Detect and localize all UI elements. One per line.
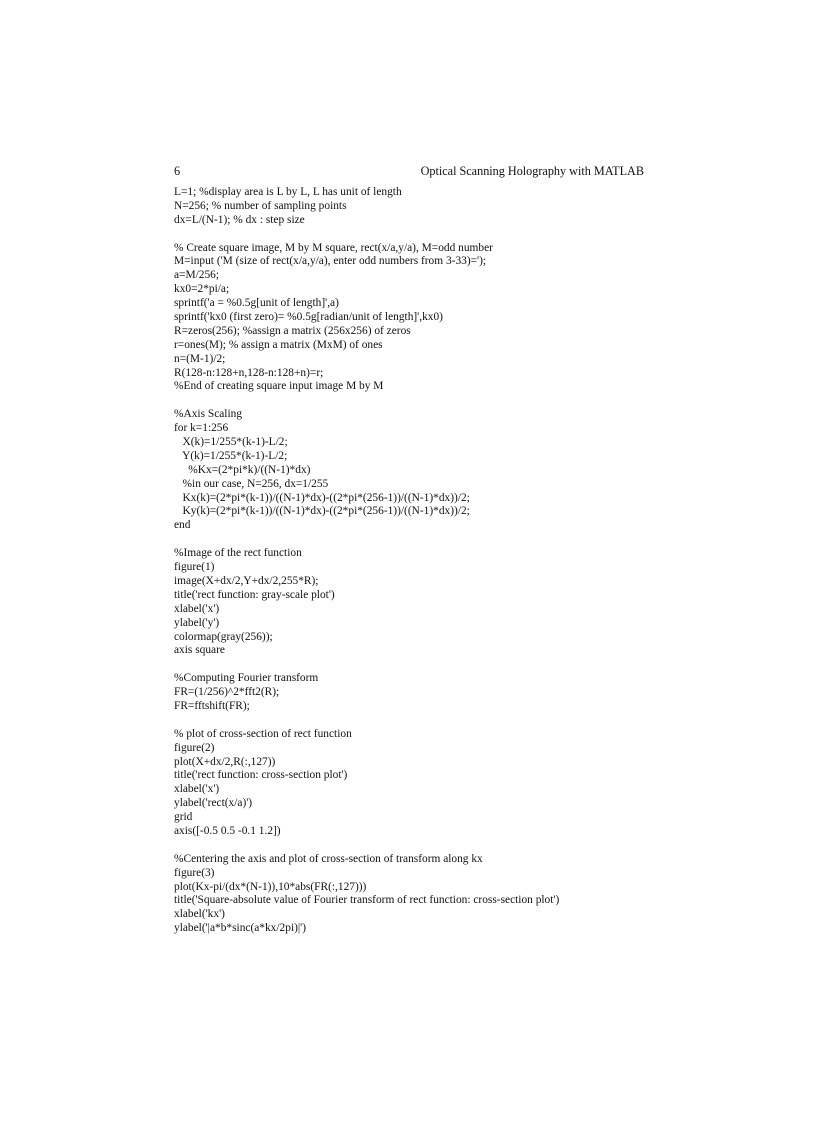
code-line: R(128-n:128+n,128-n:128+n)=r;	[174, 366, 324, 379]
code-line: a=M/256;	[174, 269, 220, 282]
code-line: %Axis Scaling	[174, 408, 243, 421]
code-line: L=1; %display area is L by L, L has unit of length	[174, 186, 402, 198]
code-line: n=(M-1)/2;	[174, 352, 226, 365]
code-line: plot(X+dx/2,R(:,127))	[174, 755, 276, 768]
code-line: Y(k)=1/255*(k-1)-L/2;	[174, 449, 288, 462]
code-line: figure(3)	[174, 866, 215, 879]
code-line: %Image of the rect function	[174, 547, 302, 560]
code-block	[174, 408, 654, 533]
code-block	[174, 728, 654, 839]
code-line: ylabel('rect(x/a)')	[174, 797, 253, 810]
code-line: % Create square image, M by M square, rect(x/a,y/a), M=odd number	[174, 241, 493, 254]
code-line: xlabel('x')	[174, 602, 220, 615]
code-line: figure(2)	[174, 741, 215, 754]
code-line: end	[174, 519, 191, 532]
code-line: title('rect function: cross-section plot')	[174, 769, 348, 782]
running-title: Optical Scanning Holography with MATLAB	[420, 164, 644, 178]
code-line: ylabel('y')	[174, 616, 220, 629]
code-line: image(X+dx/2,Y+dx/2,255*R);	[174, 574, 319, 587]
code-line: xlabel('kx')	[174, 908, 225, 921]
code-line: %in our case, N=256, dx=1/255	[174, 477, 329, 490]
code-line: Kx(k)=(2*pi*(k-1))/((N-1)*dx)-((2*pi*(256-1))/((N-1)*dx))/2;	[174, 491, 470, 504]
matlab-code-listing	[174, 186, 654, 950]
code-line: title('Square-absolute value of Fourier transform of rect function: cross-section plot')	[174, 894, 560, 907]
code-line: M=input ('M (size of rect(x/a,y/a), enter odd numbers from 3-33)=');	[174, 255, 487, 268]
code-block	[174, 186, 654, 228]
code-line: %Kx=(2*pi*k)/((N-1)*dx)	[174, 463, 311, 476]
code-line: R=zeros(256); %assign a matrix (256x256) of zeros	[174, 324, 411, 337]
code-line: FR=(1/256)^2*fft2(R);	[174, 686, 280, 699]
code-block	[174, 853, 654, 936]
code-line: X(k)=1/255*(k-1)-L/2;	[174, 436, 288, 449]
code-line: ylabel('|a*b*sinc(a*kx/2pi)|')	[174, 922, 307, 935]
code-line: sprintf('kx0 (first zero)= %0.5g[radian/unit of length]',kx0)	[174, 311, 443, 324]
page-header	[174, 162, 644, 180]
code-block	[174, 242, 654, 395]
code-line: axis([-0.5 0.5 -0.1 1.2])	[174, 824, 281, 837]
code-line: %Centering the axis and plot of cross-section of transform along kx	[174, 852, 483, 865]
code-line: %Computing Fourier transform	[174, 672, 319, 685]
code-block	[174, 547, 654, 658]
code-line: title('rect function: gray-scale plot')	[174, 588, 335, 601]
code-line: grid	[174, 811, 193, 824]
code-line: % plot of cross-section of rect function	[174, 727, 352, 740]
code-line: axis square	[174, 644, 225, 657]
code-line: dx=L/(N-1); % dx : step size	[174, 213, 305, 226]
code-line: N=256; % number of sampling points	[174, 199, 347, 212]
page-number: 6	[174, 164, 181, 178]
code-line: kx0=2*pi/a;	[174, 283, 230, 296]
code-line: xlabel('x')	[174, 783, 220, 796]
code-line: plot(Kx-pi/(dx*(N-1)),10*abs(FR(:,127)))	[174, 880, 367, 893]
code-line: figure(1)	[174, 561, 215, 574]
code-line: %End of creating square input image M by M	[174, 380, 384, 393]
code-block	[174, 672, 654, 714]
code-line: sprintf('a = %0.5g[unit of length]',a)	[174, 297, 339, 310]
code-line: for k=1:256	[174, 422, 229, 435]
code-line: colormap(gray(256));	[174, 630, 273, 643]
code-line: r=ones(M); % assign a matrix (MxM) of ones	[174, 338, 383, 351]
code-line: FR=fftshift(FR);	[174, 699, 250, 712]
code-line: Ky(k)=(2*pi*(k-1))/((N-1)*dx)-((2*pi*(256-1))/((N-1)*dx))/2;	[174, 505, 470, 518]
